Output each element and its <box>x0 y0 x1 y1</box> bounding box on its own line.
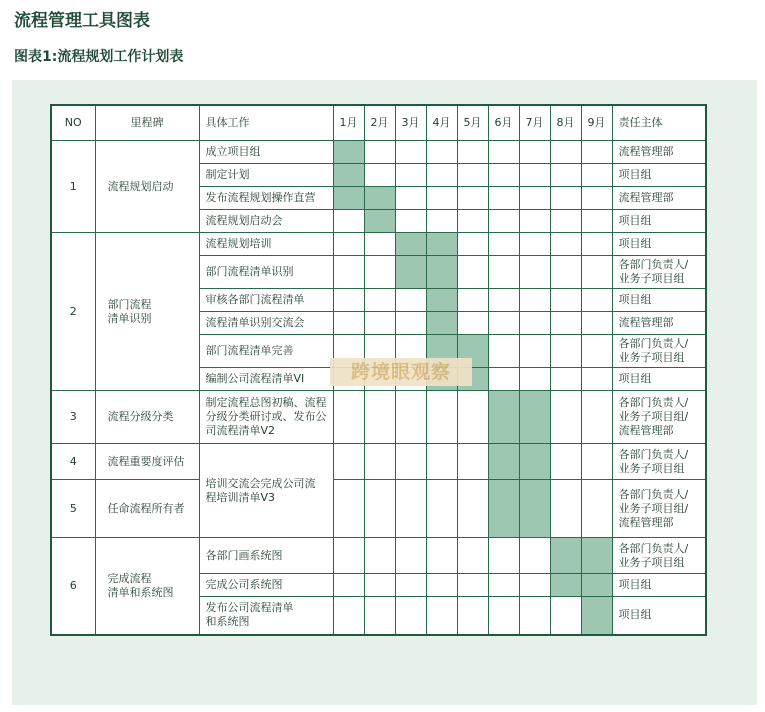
month-8-cell <box>550 233 581 256</box>
table-row <box>51 391 706 444</box>
header-owner: 责任主体 <box>612 105 706 141</box>
month-2-cell <box>364 574 395 597</box>
milestone-cell: 流程分级分类 <box>95 391 199 444</box>
month-7-cell <box>519 233 550 256</box>
header-month-5: 5月 <box>457 105 488 141</box>
month-3-cell <box>395 391 426 444</box>
table-row <box>51 444 706 480</box>
month-7-cell <box>519 368 550 391</box>
owner-cell: 各部门负责人/ 业务子项目组/ 流程管理部 <box>612 391 706 444</box>
owner-cell: 项目组 <box>612 164 706 187</box>
month-9-cell <box>581 444 612 480</box>
owner-cell: 流程管理部 <box>612 187 706 210</box>
month-7-cell <box>519 256 550 289</box>
month-9-cell <box>581 141 612 164</box>
month-7-cell <box>519 391 550 444</box>
month-6-cell <box>488 312 519 335</box>
month-3-cell <box>395 210 426 233</box>
header-month-4: 4月 <box>426 105 457 141</box>
task-cell: 各部门画系统图 <box>199 538 333 574</box>
month-1-cell <box>333 141 364 164</box>
owner-cell: 各部门负责人/ 业务子项目组 <box>612 444 706 480</box>
month-7-cell <box>519 312 550 335</box>
month-1-cell <box>333 233 364 256</box>
month-3-cell <box>395 164 426 187</box>
month-6-cell <box>488 210 519 233</box>
month-3-cell <box>395 312 426 335</box>
month-1-cell <box>333 574 364 597</box>
month-6-cell <box>488 368 519 391</box>
month-8-cell <box>550 444 581 480</box>
month-5-cell <box>457 597 488 635</box>
task-cell: 流程规划培训 <box>199 233 333 256</box>
owner-cell: 项目组 <box>612 574 706 597</box>
month-8-cell <box>550 289 581 312</box>
month-1-cell <box>333 210 364 233</box>
month-6-cell <box>488 480 519 538</box>
month-6-cell <box>488 164 519 187</box>
month-7-cell <box>519 164 550 187</box>
month-4-cell <box>426 480 457 538</box>
month-8-cell <box>550 164 581 187</box>
month-3-cell <box>395 538 426 574</box>
month-3-cell <box>395 574 426 597</box>
month-4-cell <box>426 187 457 210</box>
month-9-cell <box>581 368 612 391</box>
month-6-cell <box>488 256 519 289</box>
month-9-cell <box>581 164 612 187</box>
month-5-cell <box>457 256 488 289</box>
month-8-cell <box>550 335 581 368</box>
row-number: 4 <box>51 444 95 480</box>
task-cell: 完成公司系统图 <box>199 574 333 597</box>
row-number: 3 <box>51 391 95 444</box>
month-5-cell <box>457 391 488 444</box>
month-7-cell <box>519 187 550 210</box>
month-7-cell <box>519 335 550 368</box>
month-9-cell <box>581 233 612 256</box>
owner-cell: 项目组 <box>612 289 706 312</box>
month-8-cell <box>550 597 581 635</box>
month-7-cell <box>519 444 550 480</box>
month-4-cell <box>426 597 457 635</box>
month-8-cell <box>550 480 581 538</box>
owner-cell: 各部门负责人/ 业务子项目组 <box>612 538 706 574</box>
milestone-cell: 任命流程所有者 <box>95 480 199 538</box>
month-2-cell <box>364 312 395 335</box>
month-6-cell <box>488 574 519 597</box>
month-1-cell <box>333 391 364 444</box>
month-3-cell <box>395 233 426 256</box>
month-6-cell <box>488 187 519 210</box>
page-title: 流程管理工具图表 <box>14 11 150 31</box>
month-2-cell <box>364 597 395 635</box>
month-6-cell <box>488 391 519 444</box>
month-7-cell <box>519 574 550 597</box>
owner-cell: 流程管理部 <box>612 141 706 164</box>
row-number: 6 <box>51 538 95 635</box>
row-number: 5 <box>51 480 95 538</box>
month-5-cell <box>457 444 488 480</box>
month-4-cell <box>426 210 457 233</box>
month-1-cell <box>333 597 364 635</box>
milestone-cell: 部门流程 清单识别 <box>95 233 199 391</box>
month-7-cell <box>519 538 550 574</box>
month-4-cell <box>426 538 457 574</box>
task-cell: 部门流程清单识别 <box>199 256 333 289</box>
table-row <box>51 538 706 574</box>
month-9-cell <box>581 480 612 538</box>
month-8-cell <box>550 210 581 233</box>
milestone-cell: 完成流程 清单和系统图 <box>95 538 199 635</box>
header-month-6: 6月 <box>488 105 519 141</box>
month-4-cell <box>426 164 457 187</box>
row-number: 2 <box>51 233 95 391</box>
month-7-cell <box>519 597 550 635</box>
month-6-cell <box>488 335 519 368</box>
task-cell: 审核各部门流程清单 <box>199 289 333 312</box>
month-9-cell <box>581 187 612 210</box>
watermark-logo: 跨境眼观察 <box>330 358 472 386</box>
owner-cell: 项目组 <box>612 210 706 233</box>
month-2-cell <box>364 164 395 187</box>
task-cell: 发布公司流程清单 和系统图 <box>199 597 333 635</box>
month-1-cell <box>333 164 364 187</box>
month-6-cell <box>488 289 519 312</box>
month-8-cell <box>550 312 581 335</box>
month-9-cell <box>581 391 612 444</box>
month-3-cell <box>395 289 426 312</box>
month-8-cell <box>550 368 581 391</box>
month-7-cell <box>519 141 550 164</box>
month-5-cell <box>457 187 488 210</box>
task-cell: 流程规划启动会 <box>199 210 333 233</box>
header-milestone: 里程碑 <box>95 105 199 141</box>
month-4-cell <box>426 444 457 480</box>
month-2-cell <box>364 141 395 164</box>
month-1-cell <box>333 187 364 210</box>
header-month-1: 1月 <box>333 105 364 141</box>
table-header-row <box>51 105 706 141</box>
month-5-cell <box>457 574 488 597</box>
month-4-cell <box>426 289 457 312</box>
month-9-cell <box>581 256 612 289</box>
month-5-cell <box>457 538 488 574</box>
month-2-cell <box>364 444 395 480</box>
row-number: 1 <box>51 141 95 233</box>
month-2-cell <box>364 391 395 444</box>
month-1-cell <box>333 444 364 480</box>
month-1-cell <box>333 480 364 538</box>
owner-cell: 流程管理部 <box>612 312 706 335</box>
month-7-cell <box>519 480 550 538</box>
month-1-cell <box>333 312 364 335</box>
month-5-cell <box>457 141 488 164</box>
header-no: NO <box>51 105 95 141</box>
month-5-cell <box>457 233 488 256</box>
table-row <box>51 480 706 538</box>
owner-cell: 各部门负责人/ 业务子项目组/ 流程管理部 <box>612 480 706 538</box>
month-2-cell <box>364 538 395 574</box>
month-3-cell <box>395 597 426 635</box>
task-cell: 流程清单识别交流会 <box>199 312 333 335</box>
month-3-cell <box>395 480 426 538</box>
month-4-cell <box>426 312 457 335</box>
task-cell: 部门流程清单完善 <box>199 335 333 368</box>
month-3-cell <box>395 187 426 210</box>
owner-cell: 项目组 <box>612 368 706 391</box>
task-cell: 培训交流会完成公司流 程培训清单V3 <box>199 444 333 538</box>
table-row <box>51 141 706 164</box>
month-5-cell <box>457 289 488 312</box>
month-3-cell <box>395 256 426 289</box>
month-6-cell <box>488 444 519 480</box>
month-1-cell <box>333 256 364 289</box>
month-9-cell <box>581 574 612 597</box>
header-month-8: 8月 <box>550 105 581 141</box>
month-7-cell <box>519 289 550 312</box>
header-month-2: 2月 <box>364 105 395 141</box>
chart-subtitle: 图表1:流程规划工作计划表 <box>14 49 184 65</box>
month-2-cell <box>364 233 395 256</box>
month-3-cell <box>395 141 426 164</box>
month-6-cell <box>488 597 519 635</box>
month-2-cell <box>364 210 395 233</box>
month-4-cell <box>426 141 457 164</box>
month-2-cell <box>364 480 395 538</box>
table-row <box>51 233 706 256</box>
header-task: 具体工作 <box>199 105 333 141</box>
month-5-cell <box>457 480 488 538</box>
month-5-cell <box>457 164 488 187</box>
milestone-cell: 流程重要度评估 <box>95 444 199 480</box>
header-month-7: 7月 <box>519 105 550 141</box>
header-month-9: 9月 <box>581 105 612 141</box>
month-2-cell <box>364 256 395 289</box>
task-cell: 发布流程规划操作直营 <box>199 187 333 210</box>
month-9-cell <box>581 597 612 635</box>
owner-cell: 各部门负责人/ 业务子项目组 <box>612 256 706 289</box>
month-1-cell <box>333 289 364 312</box>
month-5-cell <box>457 210 488 233</box>
month-8-cell <box>550 574 581 597</box>
month-8-cell <box>550 391 581 444</box>
month-2-cell <box>364 187 395 210</box>
month-3-cell <box>395 444 426 480</box>
month-4-cell <box>426 574 457 597</box>
month-6-cell <box>488 233 519 256</box>
month-6-cell <box>488 538 519 574</box>
task-cell: 制定流程总图初稿、流程 分级分类研讨或、发布公 司流程清单V2 <box>199 391 333 444</box>
month-6-cell <box>488 141 519 164</box>
owner-cell: 项目组 <box>612 597 706 635</box>
month-8-cell <box>550 141 581 164</box>
month-5-cell <box>457 312 488 335</box>
month-8-cell <box>550 538 581 574</box>
owner-cell: 项目组 <box>612 233 706 256</box>
month-7-cell <box>519 210 550 233</box>
month-2-cell <box>364 289 395 312</box>
month-8-cell <box>550 256 581 289</box>
month-9-cell <box>581 289 612 312</box>
month-4-cell <box>426 256 457 289</box>
month-9-cell <box>581 538 612 574</box>
month-9-cell <box>581 312 612 335</box>
month-4-cell <box>426 233 457 256</box>
owner-cell: 各部门负责人/ 业务子项目组 <box>612 335 706 368</box>
header-month-3: 3月 <box>395 105 426 141</box>
task-cell: 制定计划 <box>199 164 333 187</box>
month-4-cell <box>426 391 457 444</box>
month-8-cell <box>550 187 581 210</box>
milestone-cell: 流程规划启动 <box>95 141 199 233</box>
month-9-cell <box>581 335 612 368</box>
month-9-cell <box>581 210 612 233</box>
month-1-cell <box>333 538 364 574</box>
task-cell: 编制公司流程清单VI <box>199 368 333 391</box>
task-cell: 成立项目组 <box>199 141 333 164</box>
